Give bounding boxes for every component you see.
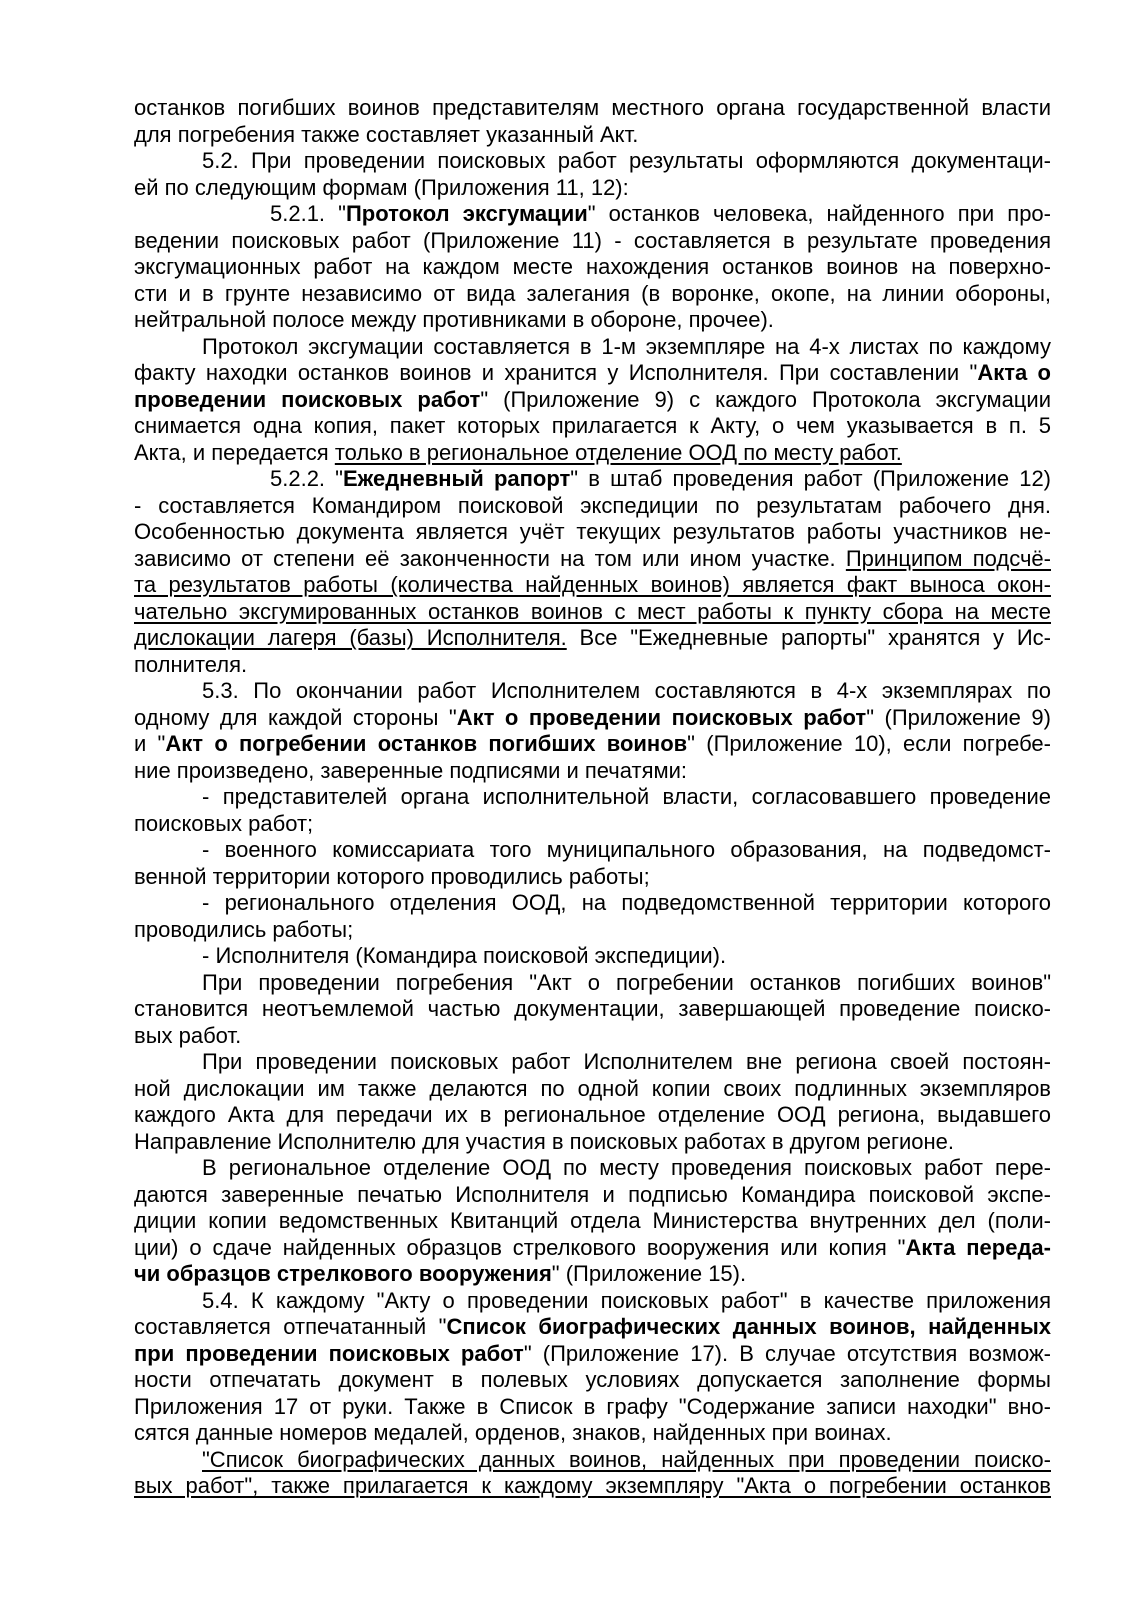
text-segment: Приложения 17 от руки. Также в Список в графу "Содержание записи находки" вно- [134,1393,1051,1419]
text-segment: 5.2.2. " [270,466,343,491]
text-segment: каждого Акта для передачи их в региональное отделение ООД региона, выдавшего [134,1102,1051,1127]
text-line [134,731,1051,758]
text-segment: Протокол эксгумации [345,201,588,226]
text-segment: ции) о сдаче найденных образцов стрелкового вооружения или копия " [134,1234,906,1260]
text-segment: - военного комиссариата того муниципального образования, на подведомст- [202,837,1051,862]
text-segment: одному для каждой стороны " [134,704,457,730]
text-segment: полнителя. [134,651,248,677]
text-line [134,1049,1051,1076]
text-line [134,1261,1051,1288]
text-line [134,466,1051,493]
text-line [134,599,1051,626]
text-segment: факту находки останков воинов и хранится у Исполнителя. При составлении " [134,360,978,385]
text-line [134,307,1051,334]
text-segment: вых работ. [134,1022,242,1048]
text-segment: чательно эксгумированных останков воинов с мест работы к пункту сбора на месте [134,598,1051,624]
text-segment: составляется отпечатанный " [134,1314,447,1339]
text-line [134,334,1051,361]
text-segment: и " [134,731,166,756]
text-segment: - регионального отделения ООД, на подведомственной территории которого [202,890,1051,915]
text-segment: 5.2. При проведении поисковых работ результаты оформляются документаци- [202,148,1051,173]
text-line [134,254,1051,281]
text-line [134,122,1051,149]
text-segment: Направление Исполнителю для участия в поисковых работах в другом регионе. [134,1128,954,1154]
text-segment: та результатов работы (количества найденных воинов) является факт выноса окон- [134,572,1051,597]
text-segment: При проведении поисковых работ Исполнителем вне региона своей постоян- [202,1049,1051,1074]
text-segment: 5.3. По окончании работ Исполнителем составляются в 4-х экземплярах по [202,678,1051,703]
text-segment: "Список биографических данных воинов, найденных при проведении поиско- [202,1446,1051,1472]
text-line [134,652,1051,679]
text-line [134,1182,1051,1209]
text-segment: Акта переда- [905,1234,1051,1260]
text-line [134,546,1051,573]
text-segment: Акт о проведении поисковых работ [456,704,867,730]
text-segment: Список биографических данных воинов, найденных [446,1314,1051,1339]
text-line [134,1447,1051,1474]
text-segment: " (Приложение 17). В случае отсутствия возмож- [523,1340,1051,1366]
text-line [134,625,1051,652]
text-segment: снимается одна копия, пакет которых прилагается к Акту, о чем указывается в п. 5 [134,413,1051,438]
text-line [134,1235,1051,1262]
text-segment: " (Приложение 15). [551,1261,747,1286]
text-segment: ной дислокации им также делаются по одной копии своих подлинных экземпляров [134,1075,1051,1101]
text-segment: для погребения также составляет указанный Акт. [134,121,639,147]
text-segment: дислокации лагеря (базы) Исполнителя. [134,625,567,650]
text-segment: - составляется Командиром поисковой экспедиции по результатам рабочего дня. [134,492,1051,518]
text-line [134,1023,1051,1050]
text-line [134,360,1051,387]
text-line [134,95,1051,122]
text-segment: только в региональное отделение ООД по месту работ. [334,439,902,465]
text-line [134,228,1051,255]
text-line [134,1288,1051,1315]
text-segment: проводились работы; [134,916,354,942]
text-line [134,519,1051,546]
text-line [134,837,1051,864]
text-line [134,705,1051,732]
text-segment: Акта о [977,360,1051,385]
text-segment: ние произведено, заверенные подписями и печатями: [134,757,688,783]
text-segment: диции копии ведомственных Квитанций отдела Министерства внутренних дел (поли- [134,1208,1051,1233]
text-line [134,493,1051,520]
text-segment: - Исполнителя (Командира поисковой экспедиции). [202,943,727,968]
text-segment: При проведении погребения "Акт о погребении останков погибших воинов" [202,969,1051,995]
text-line [134,784,1051,811]
text-segment: " (Приложение 9) [866,704,1051,730]
text-line [134,572,1051,599]
text-line [134,440,1051,467]
text-line [134,758,1051,785]
text-segment: вых работ", также прилагается к каждому экземпляру "Акта о погребении останков [134,1473,1051,1498]
text-line [134,1367,1051,1394]
text-line [134,1394,1051,1421]
text-line [134,811,1051,838]
document-text-block [134,95,1051,1500]
text-segment: проведении поисковых работ [134,386,481,412]
text-segment: Акт о погребении останков погибших воинов [165,731,688,756]
text-segment: Все "Ежедневные рапорты" хранятся у Ис- [566,625,1051,650]
text-segment: поисковых работ; [134,810,314,836]
text-line [134,1129,1051,1156]
text-line [134,1473,1051,1500]
text-segment: сятся данные номеров медалей, орденов, знаков, найденных при воинах. [134,1420,892,1445]
text-segment: ей по следующим формам (Приложения 11, 12): [134,174,629,200]
text-line [134,413,1051,440]
text-line [134,943,1051,970]
text-line [134,1076,1051,1103]
text-segment: венной территории которого проводились работы; [134,863,650,889]
text-line [134,917,1051,944]
text-segment: Ежедневный рапорт [343,466,571,491]
text-segment: 5.4. К каждому "Акту о проведении поисковых работ" в качестве приложения [202,1287,1051,1313]
text-segment: сти и в грунте независимо от вида залегания (в воронке, окопе, на линии обороны, [134,280,1051,306]
text-line [134,1155,1051,1182]
text-line [134,1102,1051,1129]
text-line [134,1208,1051,1235]
text-segment: даются заверенные печатью Исполнителя и подписью Командира поисковой экспе- [134,1181,1051,1207]
text-line [134,1420,1051,1447]
text-segment: Протокол эксгумации составляется в 1-м экземпляре на 4-х листах по каждому [202,333,1051,359]
text-line [134,1341,1051,1368]
text-line [134,678,1051,705]
text-segment: останков погибших воинов представителям местного органа государственной власти [134,95,1051,120]
text-line [134,1314,1051,1341]
text-segment: Принципом подсчё- [845,545,1051,571]
text-line [134,175,1051,202]
text-line [134,281,1051,308]
text-segment: " останков человека, найденного при про- [587,201,1051,226]
text-line [134,890,1051,917]
text-segment: Акта, и передается [134,439,335,465]
text-line [134,996,1051,1023]
text-segment: ности отпечатать документ в полевых условиях допускается заполнение формы [134,1367,1051,1392]
text-segment: - представителей органа исполнительной власти, согласовавшего проведение [202,784,1051,809]
text-line [134,970,1051,997]
text-segment: при проведении поисковых работ [134,1340,524,1366]
text-segment: " в штаб проведения работ (Приложение 12) [570,466,1052,491]
text-segment: становится неотъемлемой частью документации, завершающей проведение поиско- [134,996,1051,1021]
text-segment: В региональное отделение ООД по месту проведения поисковых работ пере- [202,1155,1051,1180]
text-line [134,387,1051,414]
text-segment: ведении поисковых работ (Приложение 11) - составляется в результате проведения [134,227,1051,253]
text-line [134,201,1051,228]
text-segment: " (Приложение 10), если погребе- [687,731,1051,756]
text-segment: Особенностью документа является учёт текущих результатов работы участников не- [134,519,1051,544]
text-line [134,148,1051,175]
text-segment: " (Приложение 9) с каждого Протокола эксгумации [480,386,1051,412]
text-segment: 5.2.1. " [270,201,346,226]
text-segment: эксгумационных работ на каждом месте нахождения останков воинов на поверхно- [134,254,1051,279]
text-segment: зависимо от степени её законченности на том или ином участке. [134,545,846,571]
text-segment: чи образцов стрелкового вооружения [134,1261,552,1286]
text-segment: нейтральной полосе между противниками в обороне, прочее). [134,307,774,332]
text-line [134,864,1051,891]
